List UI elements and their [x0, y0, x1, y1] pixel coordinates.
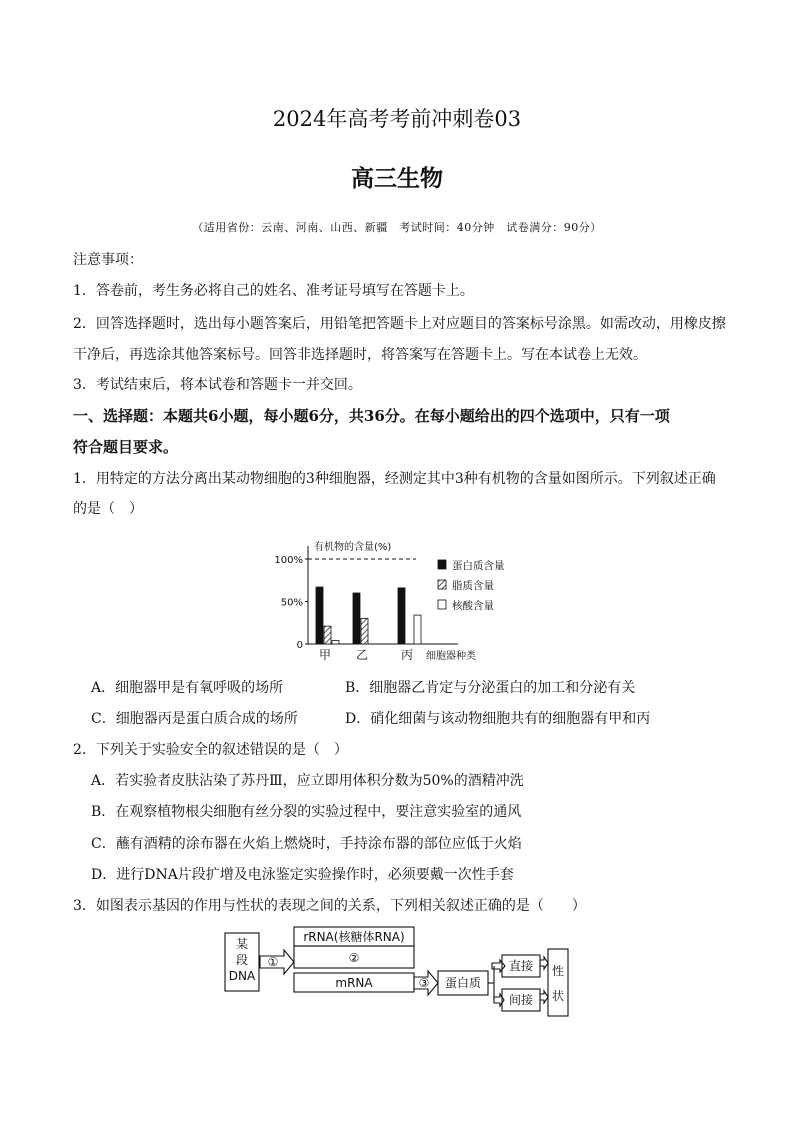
- q2-option-b: B．在观察植物根尖细胞有丝分裂的实验过程中，要注意实验室的通风: [91, 804, 522, 820]
- bar-lipid: [324, 626, 331, 644]
- trait-label-1: 性: [551, 964, 565, 978]
- indirect-label: 间接: [508, 993, 534, 1007]
- x-tick-label: 甲: [318, 648, 332, 662]
- legend-swatch: [438, 600, 446, 609]
- bar-lipid: [361, 619, 368, 645]
- mrna-label: mRNA: [335, 976, 373, 990]
- subject-title: 高三生物: [351, 165, 443, 192]
- section-heading-cont: 符合题目要求。: [73, 438, 179, 456]
- legend-label: 脂质含量: [452, 580, 494, 592]
- q1-option-b: B．细胞器乙肯定与分泌蛋白的加工和分泌有关: [345, 680, 636, 696]
- dna-label-2: 段: [235, 953, 249, 967]
- question-2-stem: 2．下列关于实验安全的叙述错误的是（ ）: [73, 742, 348, 758]
- notes-heading: 注意事项：: [73, 252, 143, 268]
- note-item: 干净后，再选涂其他答案标号。回答非选择题时，将答案写在答题卡上。写在本试卷上无效。: [73, 347, 647, 363]
- q2-option-a: A．若实验者皮肤沾染了苏丹Ⅲ，应立即用体积分数为50%的酒精冲洗: [91, 773, 524, 789]
- step-3-label: ③: [418, 976, 430, 990]
- exam-meta: （适用省份：云南、河南、山西、新疆 考试时间：40分钟 试卷满分：90分）: [192, 221, 602, 234]
- question-1-stem-cont: 的是（ ）: [73, 501, 143, 517]
- x-axis-label: 细胞器种类: [426, 651, 476, 662]
- q1-option-a: A．细胞器甲是有氧呼吸的场所: [91, 680, 284, 696]
- rrna-label: rRNA(核糖体RNA): [303, 930, 405, 944]
- question-1-stem: 1．用特定的方法分离出某动物细胞的3种细胞器，经测定其中3种有机物的含量如图所示。下列叙述正确: [73, 471, 716, 487]
- bar-nucleic-acid: [414, 615, 421, 644]
- y-axis-label: 有机物的含量(%): [314, 542, 392, 553]
- note-item: 3．考试结束后，将本试卷和答题卡一并交回。: [73, 377, 362, 393]
- q2-option-c: C．蘸有酒精的涂布器在火焰上燃烧时，手持涂布器的部位应低于火焰: [91, 836, 522, 852]
- question-3-stem: 3．如图表示基因的作用与性状的表现之间的关系，下列相关叙述正确的是（ ）: [73, 898, 586, 914]
- dna-label-1: 某: [235, 937, 249, 951]
- bar-nucleic-acid: [332, 641, 339, 644]
- trait-box: [548, 949, 568, 1016]
- section-heading: 一、选择题：本题共6小题，每小题6分，共36分。在每小题给出的四个选项中，只有一项: [73, 407, 670, 425]
- organelle-content-chart: [268, 536, 528, 666]
- bar-protein: [398, 588, 405, 644]
- page-title: 2024年高考考前冲刺卷03: [272, 107, 522, 131]
- dna-label-3: DNA: [228, 969, 256, 983]
- arrow-indirect-icon: [540, 991, 548, 1003]
- gene-trait-diagram: [222, 922, 578, 1022]
- y-tick-label: 100%: [274, 555, 303, 566]
- y-tick-label: 50%: [280, 597, 303, 609]
- bar-protein: [316, 587, 323, 644]
- y-tick-label: 0: [296, 640, 303, 651]
- protein-label: 蛋白质: [444, 976, 482, 990]
- step-2-label: ②: [348, 951, 360, 965]
- legend-label: 蛋白质含量: [452, 560, 505, 572]
- x-tick-label: 丙: [400, 648, 414, 662]
- x-tick-label: 乙: [355, 648, 369, 662]
- legend-label: 核酸含量: [452, 600, 494, 612]
- direct-label: 直接: [508, 959, 534, 973]
- q2-option-d: D．进行DNA片段扩增及电泳鉴定实验操作时，必须要戴一次性手套: [91, 867, 514, 883]
- q1-option-d: D．硝化细菌与该动物细胞共有的细胞器有甲和丙: [345, 711, 651, 727]
- legend-swatch: [438, 560, 446, 569]
- legend-swatch: [438, 580, 446, 589]
- note-item: 1．答卷前，考生务必将自己的姓名、准考证号填写在答题卡上。: [73, 283, 474, 299]
- step-1-label: ①: [267, 955, 279, 969]
- q1-option-c: C．细胞器丙是蛋白质合成的场所: [91, 711, 298, 727]
- note-item: 2．回答选择题时，选出每小题答案后，用铅笔把答题卡上对应题目的答案标号涂黑。如需改动，用橡皮擦: [73, 316, 726, 332]
- arrow-direct-icon: [540, 957, 548, 969]
- bar-protein: [353, 593, 360, 644]
- trait-label-2: 状: [551, 989, 565, 1003]
